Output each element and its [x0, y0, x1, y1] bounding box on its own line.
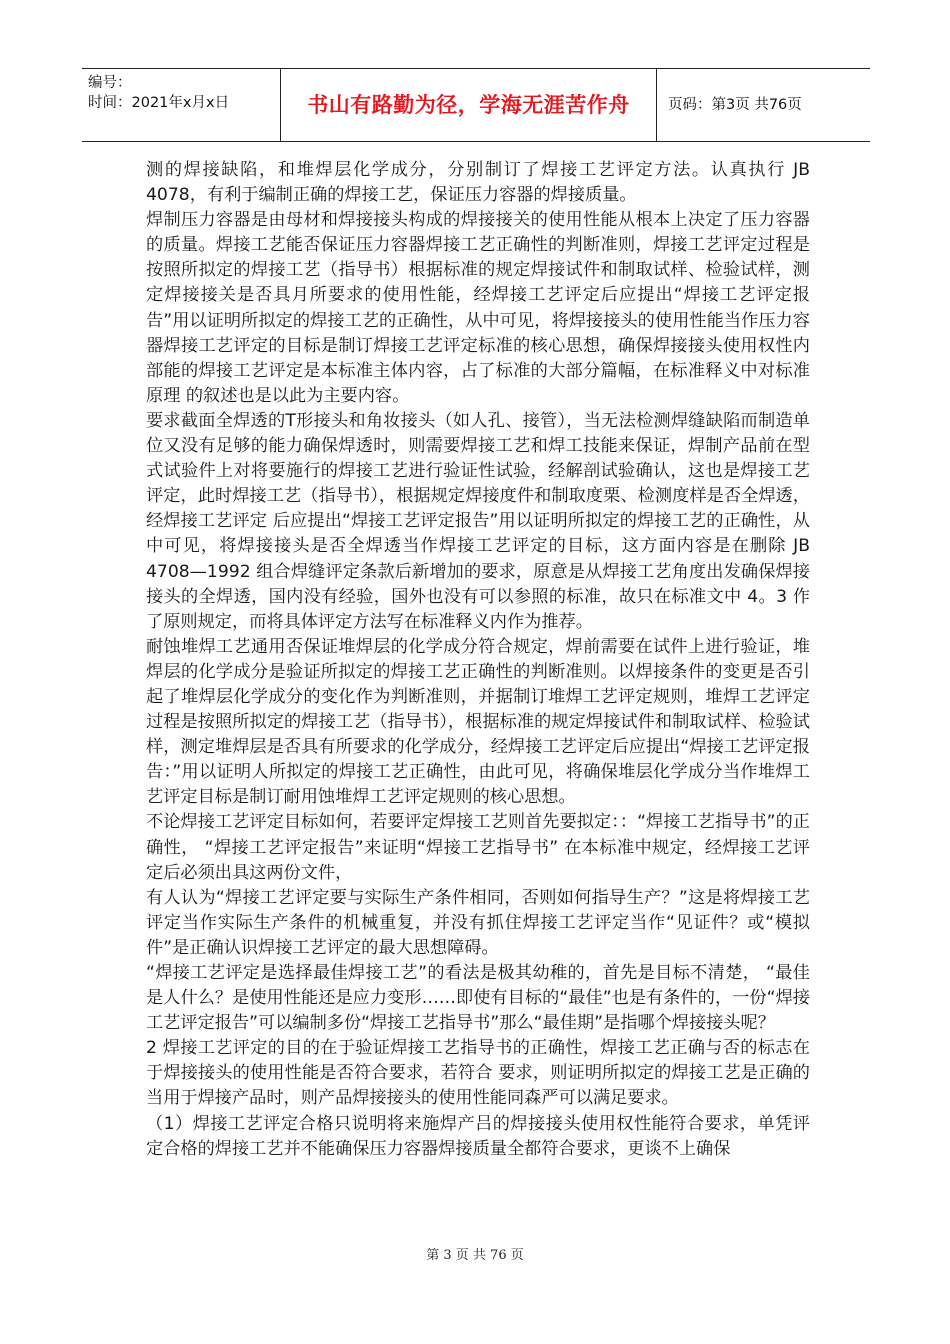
page-footer: 第 3 页 共 76 页 [426, 1248, 524, 1263]
document-body [146, 158, 810, 1162]
body-paragraph: 耐蚀堆焊工艺通用否保证堆焊层的化学成分符合规定，焊前需要在试件上进行验证，堆焊层的化学成分是验证所拟定的焊接工艺正确性的判断准则。以焊接条件的变更是否引起了堆焊层化学成分的变化作为判断准则，并据制订堆焊工艺评定规则，堆焊工艺评定过程是按照所拟定的焊接工艺（指导书），根据标准的规定焊接试件和制取试样、检验试样，测定堆焊层是否具有所要求的化学成分，经焊接工艺评定后应提出“焊接工艺评定报告：”用以证明人所拟定的焊接工艺正确性，由此可见，将确保堆层化学成分当作堆焊工艺评定目标是制订耐用蚀堆焊工艺评定规则的核心思想。 [146, 636, 810, 808]
page-header [82, 68, 870, 142]
header-meta [88, 73, 278, 113]
body-paragraph: 不论焊接工艺评定目标如何，若要评定焊接工艺则首先要拟定：：“焊接工艺指导书”的正确性， “焊接工艺评定报告”来证明“焊接工艺指导书” 在本标准中规定，经焊接工艺评定后必须出具这两份文件， [146, 812, 810, 883]
document-number-label: 编号： [88, 75, 132, 91]
body-paragraph: “焊接工艺评定是选择最佳焊接工艺”的看法是极其幼稚的，首先是目标不清楚， “最佳是人什么？是使用性能还是应力变形……即使有目标的“最佳”也是有条件的，一份“焊接工艺评定报告”可以编制多份“焊接工艺指导书”那么“最佳期”是指哪个焊接接头呢？ [146, 963, 810, 1034]
header-motto: 书山有路勤为径，学海无涯苦作舟 [307, 93, 630, 117]
body-paragraph: 焊制压力容器是由母材和焊接接头构成的焊接接关的使用性能从根本上决定了压力容器的质量。焊接工艺能否保证压力容器焊接工艺正确性的判断准则，焊接工艺评定过程是按照所拟定的焊接工艺（指导书）根据标准的规定焊接试件和制取试样、检验试样，测定焊接接关是否具月所要求的使用性能，经焊接工艺评定后应提出“焊接工艺评定报告”用以证明所拟定的焊接工艺的正确性，从中可见，将焊接接头的使用性能当作压力容器焊接工艺评定的目标是制订焊接工艺评定标准的核心思想，确保焊接接头使用权性内部能的焊接工艺评定是本标准主体内容，占了标准的大部分篇幅，在标准释义中对标准原理 的叙述也是以此为主要内容。 [146, 210, 810, 406]
document-time-label: 时间：2021年x月x日 [88, 95, 230, 111]
body-paragraph: 要求截面全焊透的T形接头和角妆接头（如人孔、接管），当无法检测焊缝缺陷而制造单位又没有足够的能力确保焊透时，则需要焊接工艺和焊工技能来保证，焊制产品前在型式试验件上对将要施行的焊接工艺进行验证性试验，经解剖试验确认，这也是焊接工艺评定，此时焊接工艺（指导书），根据规定焊接度件和制取度栗、检测度样是否全焊透，经焊接工艺评定 后应提出“焊接工艺评定报告”用以证明所拟定的焊接工艺的正确性，从中可见，将焊接接头是否全焊透当作焊接工艺评定的目标，这方面内容是在删除 JB 4708—1992 组合焊缝评定条款后新增加的要求，原意是从焊接工艺角度出发确保焊接接头的全焊透，国内没有经验，国外也没有可以参照的标准，故只在标准文中 4。3 作了原则规定，而将具体评定方法写在标准释义内作为推荐。 [146, 410, 810, 632]
header-divider [656, 69, 657, 141]
body-paragraph: 2 焊接工艺评定的目的在于验证焊接工艺指导书的正确性，焊接工艺正确与否的标志在于焊接接头的使用性能是否符合要求，若符合 要求，则证明所拟定的焊接工艺是正确的当用于焊接产品时，则产品焊接接头的使用性能同森严可以满足要求。 [146, 1038, 810, 1109]
body-paragraph: （1）焊接工艺评定合格只说明将来施焊产吕的焊接接头使用权性能符合要求，单凭评定合格的焊接工艺并不能确保压力容器焊接质量全都符合要求，更谈不上确保 [146, 1113, 810, 1159]
body-paragraph: 有人认为“焊接工艺评定要与实际生产条件相同，否则如何指导生产？”这是将焊接工艺评定当作实际生产条件的机械重复，并没有抓住焊接工艺评定当作“见证件？或“模拟件”是正确认识焊接工艺评定的最大思想障碍。 [146, 887, 810, 958]
header-page-info: 页码：第3页 共76页 [668, 97, 802, 113]
body-paragraph: 测的焊接缺陷，和堆焊层化学成分，分别制订了焊接工艺评定方法。认真执行 JB 4078，有利于编制正确的焊接工艺，保证压力容器的焊接质量。 [146, 160, 810, 206]
